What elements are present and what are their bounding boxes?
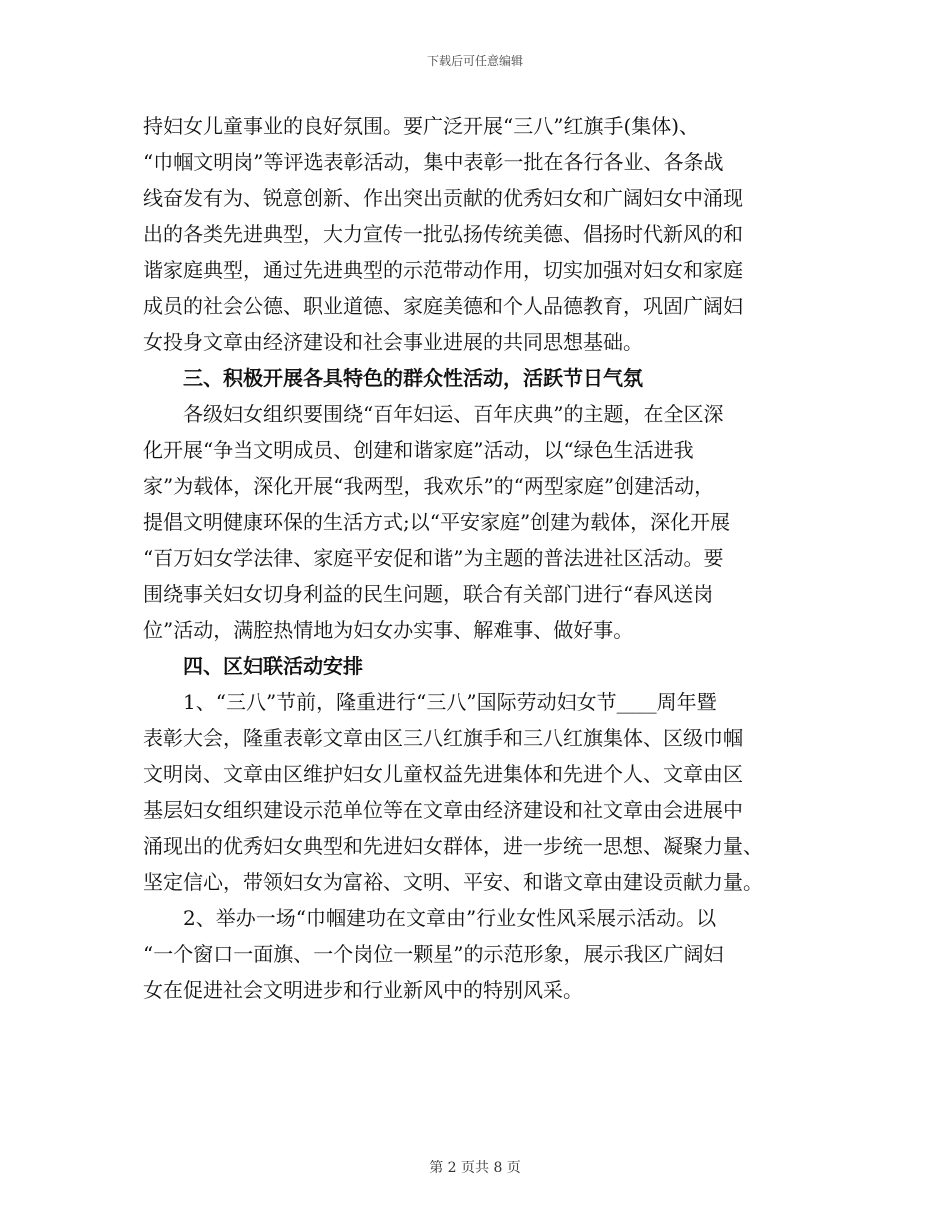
text-line: 2、举办一场“巾帼建功在文章由”行业女性风采展示活动。以 [183,906,717,930]
section-heading: 四、区妇联活动安排 [183,654,363,678]
section-heading: 三、积极开展各具特色的群众性活动，活跃节日气氛 [183,366,643,390]
text-line: 成员的社会公德、职业道德、家庭美德和个人品德教育，巩固广阔妇 [143,294,743,318]
text-line: 各级妇女组织要围绕“百年妇运、百年庆典”的主题，在全区深 [183,402,724,426]
text-line: 家”为载体，深化开展“我两型，我欢乐”的“两型家庭”创建活动， [143,474,715,498]
text-line: 线奋发有为、锐意创新、作出突出贡献的优秀妇女和广阔妇女中涌现 [143,186,743,210]
text-line: 文明岗、文章由区维护妇女儿童权益先进集体和先进个人、文章由区 [143,762,743,786]
page-header: 下载后可任意编辑 [426,54,523,68]
text-line: 出的各类先进典型，大力宣传一批弘扬传统美德、倡扬时代新风的和 [143,222,743,246]
text-line: 位”活动，满腔热情地为妇女办实事、解难事、做好事。 [143,618,634,642]
text-line: “百万妇女学法律、家庭平安促和谐”为主题的普法进社区活动。要 [143,546,724,570]
text-line: 化开展“争当文明成员、创建和谐家庭”活动，以“绿色生活进我 [143,438,694,462]
text-line: 围绕事关妇女切身利益的民生问题，联合有关部门进行“春风送岗 [143,582,714,606]
text-line: 1、“三八”节前，隆重进行“三八”国际劳动妇女节____周年暨 [183,690,717,714]
page-footer: 第 2 页共 8 页 [429,1160,521,1176]
text-line: 女在促进社会文明进步和行业新风中的特别风采。 [143,978,583,1002]
text-line: 基层妇女组织建设示范单位等在文章由经济建设和社文章由会进展中 [143,798,743,822]
text-line: 表彰大会，隆重表彰文章由区三八红旗手和三八红旗集体、区级巾帼 [143,726,743,750]
text-line: 谐家庭典型，通过先进典型的示范带动作用，切实加强对妇女和家庭 [143,258,743,282]
text-line: 涌现出的优秀妇女典型和先进妇女群体，进一步统一思想、凝聚力量、 [143,834,763,858]
text-line: “一个窗口一面旗、一个岗位一颗星”的示范形象，展示我区广阔妇 [143,942,724,966]
document-body [143,110,808,1010]
text-line: 提倡文明健康环保的生活方式;以“平安家庭”创建为载体，深化开展 [143,510,731,534]
text-line: 持妇女儿童事业的良好氛围。要广泛开展“三八”红旗手(集体)、 [143,114,700,138]
text-line: 坚定信心，带领妇女为富裕、文明、平安、和谐文章由建设贡献力量。 [143,870,763,894]
text-line: “巾帼文明岗”等评选表彰活动，集中表彰一批在各行各业、各条战 [143,150,724,174]
text-line: 女投身文章由经济建设和社会事业进展的共同思想基础。 [143,330,643,354]
